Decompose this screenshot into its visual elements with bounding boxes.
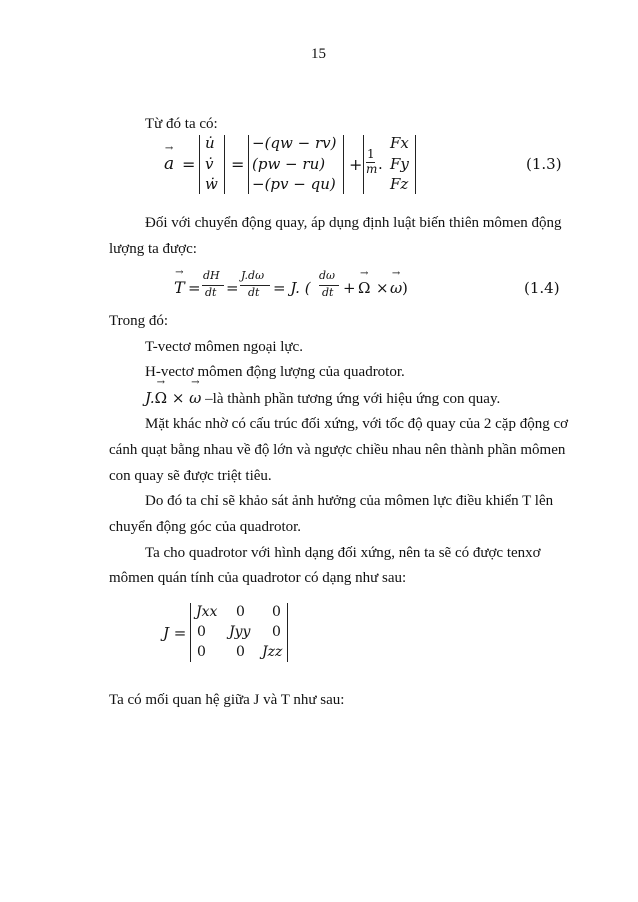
matrix-cell: 0 — [197, 644, 206, 660]
eq13-force-z: Fz — [390, 175, 409, 193]
where-label: Trong đó: — [109, 313, 169, 329]
eq13-row-2: (pw − ru) — [252, 155, 326, 173]
eq14-omega-cap: → Ω — [358, 279, 370, 297]
matrix-cell: 0 — [236, 644, 245, 660]
eq14-f3-num: dω — [319, 269, 336, 282]
eq14-f3-den: dt — [322, 286, 334, 299]
eq13-frac-num: 1 — [367, 147, 375, 161]
eq13-equals-1: = — [182, 155, 196, 174]
eq13-number: (1.3) — [526, 155, 562, 173]
eq13-frac-den: m — [366, 162, 378, 176]
matrix-bar-left — [190, 603, 191, 662]
gyro-prefix: J. — [145, 389, 155, 407]
eq13-equals-2: = — [231, 155, 245, 174]
eq14-eq-1: = — [188, 279, 201, 297]
eq14-mid: = J. ( — [273, 279, 311, 297]
eq13-force-y: Fy — [390, 155, 409, 173]
matrix-cell: Jxx — [196, 604, 218, 620]
page-number: 15 — [311, 46, 326, 62]
eq14-omega: → ω — [390, 279, 402, 297]
eq13-row-1: −(qw − rv) — [252, 134, 337, 152]
matrix-bar-right — [287, 603, 288, 662]
matrix-cell: Jzz — [262, 644, 283, 660]
eq13-lhs: → a — [164, 154, 174, 174]
para-tensor-line-1: Ta cho quadrotor với hình dạng đối xứng, nên ta sẽ có được tenxơ — [145, 545, 541, 561]
eq13-row-3: −(pv − qu) — [252, 175, 336, 193]
definition-H: H-vectơ mômen động lượng của quadrotor. — [145, 364, 405, 380]
eq14-fraction-3 — [319, 268, 339, 302]
eq13-fraction — [366, 147, 378, 177]
eq14-f1-den: dt — [205, 286, 217, 299]
eq14-cross: × — [376, 279, 389, 297]
eq13-bar — [415, 135, 416, 194]
para-symmetry-line-3: con quay sẽ được triệt tiêu. — [109, 468, 272, 484]
eq13-bar — [224, 135, 225, 194]
eq13-plus: + — [349, 155, 363, 174]
para-rotation: Đối với chuyển động quay, áp dụng định luật biến thiên mômen động — [145, 215, 562, 231]
para-tensor-line-2: mômen quán tính của quadrotor có dạng như sau: — [109, 570, 407, 586]
matrix-cell: Jyy — [229, 624, 251, 640]
para-rotation-cont: lượng ta được: — [109, 241, 197, 257]
eq13-velocity-u: u̇ — [205, 134, 215, 152]
para-control-line-2: chuyển động góc của quadrotor. — [109, 519, 302, 535]
eq13-bar — [363, 135, 364, 194]
eq13-bar — [343, 135, 344, 194]
para-symmetry-line-1: Mặt khác nhờ có cấu trúc đối xứng, với tốc độ quay của 2 cặp động cơ — [145, 416, 569, 432]
eq13-bar — [199, 135, 200, 194]
closing-line: Ta có mối quan hệ giữa J và T như sau: — [109, 692, 345, 708]
matrix-cell: 0 — [272, 624, 281, 640]
matrix-J-lhs: J = — [163, 624, 187, 642]
eq13-velocity-w: ẇ — [205, 175, 218, 193]
eq14-eq-2: = — [226, 279, 239, 297]
eq14-plus: + — [343, 279, 356, 297]
eq14-lhs: → T — [174, 278, 185, 297]
eq13-dot: . — [378, 155, 383, 173]
eq14-f1-num: dH — [203, 269, 220, 282]
para-control-line-1: Do đó ta chỉ sẽ khảo sát ảnh hưởng của mômen lực điều khiển T lên — [145, 493, 554, 509]
definition-T: T-vectơ mômen ngoại lực. — [145, 339, 303, 355]
para-symmetry-line-2: cánh quạt bằng nhau về độ lớn và ngược chiều nhau nên thành phần mômen — [109, 442, 566, 458]
matrix-cell: 0 — [236, 604, 245, 620]
eq14-fraction-1 — [202, 268, 224, 302]
eq13-bar — [248, 135, 249, 194]
gyro-text: –là thành phần tương ứng với hiệu ứng con quay. — [201, 391, 501, 407]
matrix-cell: 0 — [197, 624, 206, 640]
eq13-velocity-v: v̇ — [205, 155, 214, 173]
eq14-f2-den: dt — [248, 286, 260, 299]
eq13-force-x: Fx — [390, 134, 409, 152]
matrix-cell: 0 — [272, 604, 281, 620]
gyro-omega: → ω — [189, 388, 201, 408]
definition-gyro — [145, 388, 500, 409]
eq14-number: (1.4) — [524, 279, 560, 297]
eq14-f2-num: J.dω — [241, 269, 265, 282]
gyro-cross: × — [167, 389, 190, 407]
intro-label: Từ đó ta có: — [145, 116, 218, 132]
gyro-omega-cap: → Ω — [155, 388, 167, 408]
eq14-close: ) — [402, 279, 408, 297]
eq14-fraction-2 — [240, 268, 270, 302]
